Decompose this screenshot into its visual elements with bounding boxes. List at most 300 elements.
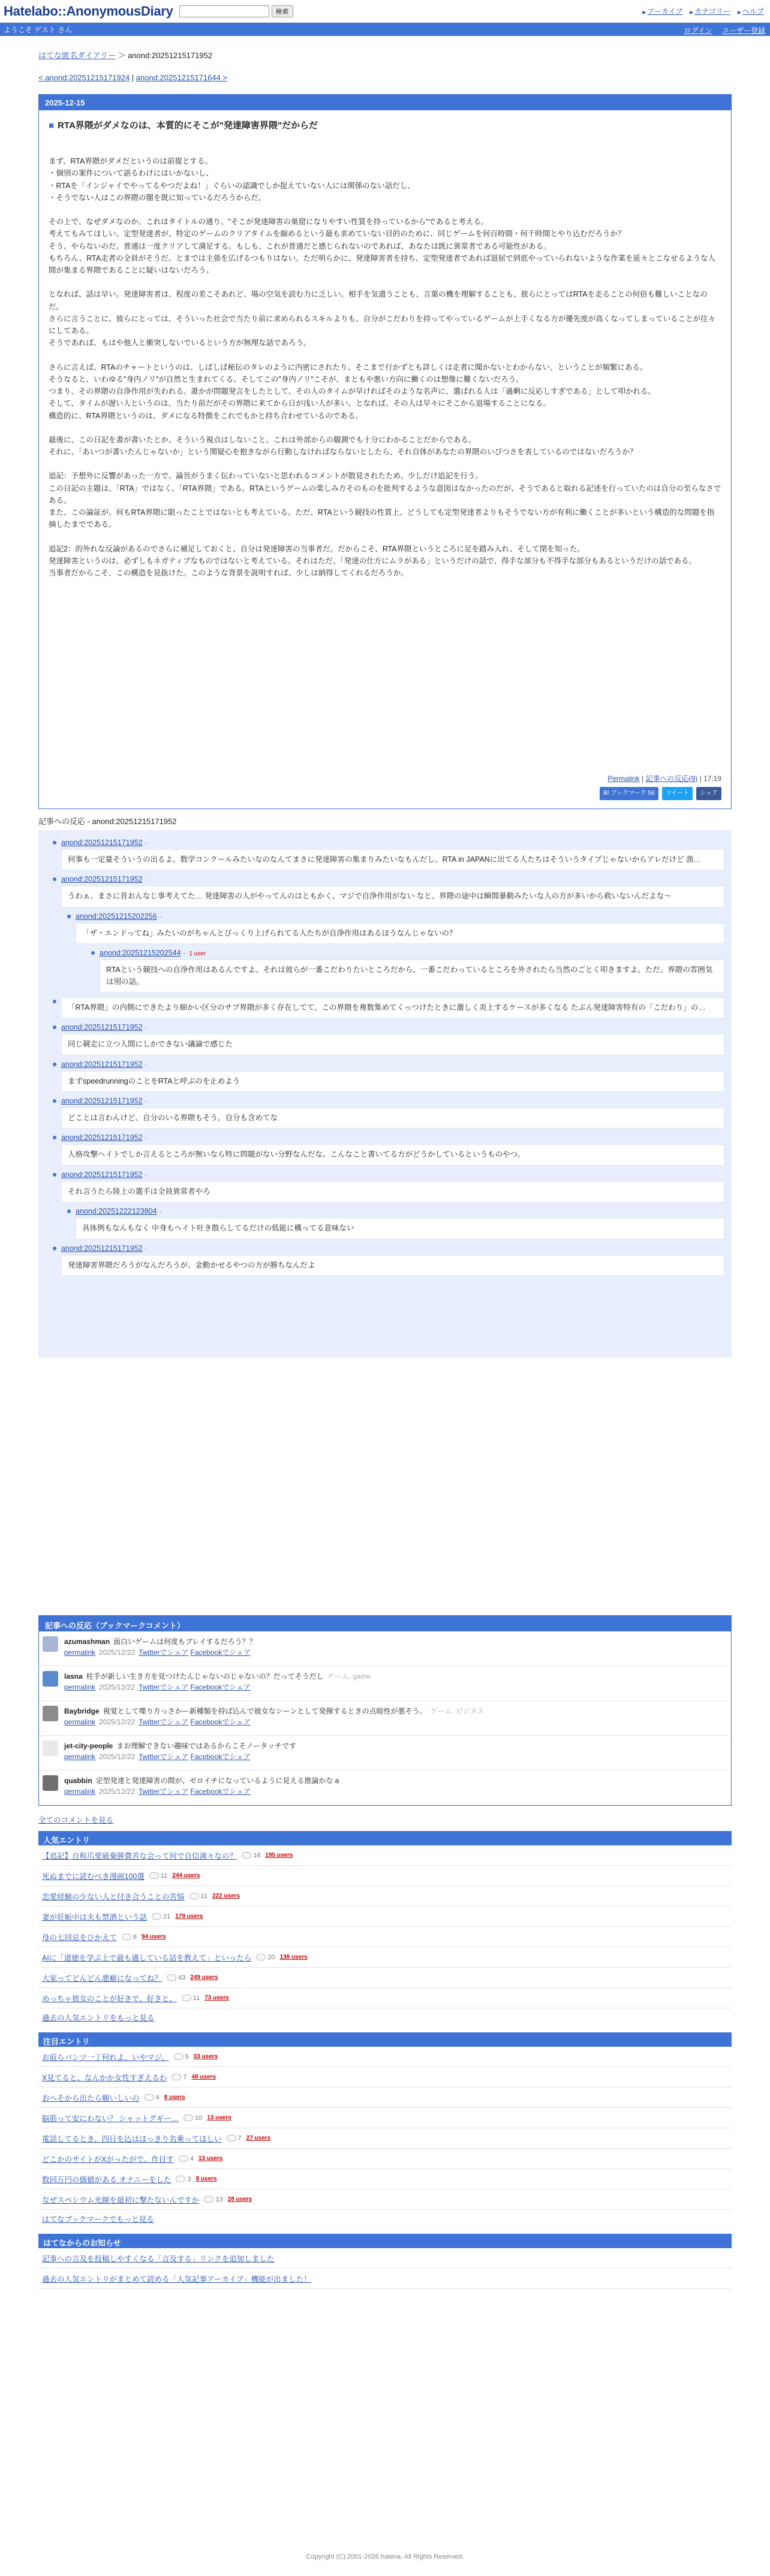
bookmark-facebook-link[interactable]: Facebookでシェア	[190, 1752, 251, 1761]
reaction-text: それ言うたら陸上の選手は全員異常者やろ	[61, 1181, 724, 1202]
bookmark-users-count[interactable]: 8 users	[164, 2094, 185, 2101]
featured-entries	[38, 2032, 732, 2228]
bookmark-date: 2025/12/22	[99, 1683, 136, 1691]
bookmark-users-count[interactable]: 8 users	[195, 2176, 217, 2182]
help-link[interactable]: ▶ ヘルプ	[738, 6, 764, 16]
user-avatar-icon[interactable]	[43, 1741, 58, 1756]
popular-list	[38, 1845, 732, 2008]
spacer	[38, 1358, 732, 1615]
reaction-text: うわぁ、まさに昔おんなじ事考えてた… 発達障害の人がやってんのはともかく、マジで自浄作用がない なと。界隈の途中は瞬間暴動みたいな人の方が多いから救いないんだよな〜	[61, 886, 724, 907]
register-link[interactable]: ユーザー登録	[721, 26, 765, 35]
reaction-author-link[interactable]: anond:20251215171952	[61, 1133, 143, 1142]
user-avatar-icon[interactable]	[43, 1636, 58, 1652]
comment-count-value: 43	[178, 1974, 186, 1981]
bookmark-facebook-link[interactable]: Facebookでシェア	[190, 1718, 251, 1726]
bullet-icon	[53, 1099, 56, 1103]
article-line: ・そうでない人はこの界隈の闇を既に知っているだろうからだ。	[49, 193, 266, 202]
comment-count-value: 11	[200, 1892, 207, 1900]
breadcrumb: はてな匿名ダイアリー ＞ anond:20251215171952	[38, 51, 213, 60]
main-content	[38, 49, 732, 2289]
bookmark-line	[64, 1636, 260, 1647]
bookmark-line	[64, 1741, 300, 1751]
comment-count[interactable]	[182, 1995, 200, 2002]
bookmark-row	[39, 1736, 731, 1770]
article-line: そうなると、いわゆる"身内ノリ"が自然と生まれてくる。そしてこの"身内ノリ"こそが、まともや悪い方向に働くのは想像に難くないだろう。	[49, 375, 524, 384]
reaction-text: 「RTA界隈」の内側にできたより細かい区分のサブ界隈が多く存在してて、この界隈を複数集めてくっつけたときに激しく炎上するケースが多くなる たぶん発達障害特有の「こだわり」の…	[61, 997, 724, 1018]
article-line: 考えてもみてほしい。定型発達者が、特定のゲームのクリアタイムを縮めるという最も求めていない目的のために、同じゲームを何百時間・何千時間とやり込むだろうか？	[49, 230, 625, 239]
bookmark-facebook-link[interactable]: Facebookでシェア	[190, 1683, 251, 1691]
reaction-text: まずspeedrunningのことをRTAと呼ぶのを止めよう	[61, 1071, 724, 1092]
comment-count[interactable]	[256, 1954, 275, 1961]
bookmark-row	[39, 1666, 731, 1701]
comment-bubble-icon	[176, 2176, 185, 2182]
reaction-text: 「ザ・エンドってね」みたいのがちゃんとびっくり上げられてる人たちが自浄作用はあるほうなんじゃないの？	[76, 923, 724, 944]
article-line: また、この論証が、何もRTA界隈に限ったことではないとも考えている。ただ、RTAという競技の性質上、どうしても定型発達者よりもそうでない方が有利に働くことが多いという構造的な問題を指摘したまでである。	[49, 508, 715, 529]
bookmark-row	[39, 1701, 731, 1736]
entry-row	[38, 1927, 732, 1947]
share-buttons	[600, 787, 721, 800]
bullet-icon	[53, 1000, 56, 1003]
bookmark-users-count[interactable]: 48 users	[191, 2074, 216, 2080]
reaction-author	[100, 949, 724, 957]
tweet-button[interactable]: ツイート	[662, 787, 693, 800]
reaction-item	[61, 838, 724, 870]
entry-title-link[interactable]: AIに「道徳を学ぶ上で最も適している話を教えて」といったら	[42, 1953, 252, 1962]
reaction-author-link[interactable]: anond:20251215171952	[61, 1023, 143, 1032]
reaction-text: 発達障害界隈だろうがなんだろうが、金動かせるやつの方が勝ちなんだよ	[61, 1255, 724, 1276]
article-time: 17:19	[703, 774, 721, 783]
collapse-toggle[interactable]: -	[145, 1098, 148, 1105]
bookmark-permalink[interactable]: permalink	[64, 1683, 96, 1691]
bullet-icon	[53, 1063, 56, 1066]
article-paragraph	[49, 288, 721, 349]
reaction-text: どことは言わんけど、自分のいる界隈もそう。自分も含めてな	[61, 1108, 724, 1129]
prev-next-nav: < anond:20251215171924 | anond:20251215171644 >	[38, 73, 227, 82]
all-comments-link[interactable]: 全てのコメントを見る	[38, 1816, 114, 1824]
bookmark-body	[64, 1671, 371, 1693]
comment-count-value: 7	[237, 2134, 242, 2142]
popular-entries	[38, 1831, 732, 2026]
comment-count[interactable]	[184, 2115, 202, 2122]
entry-title-link[interactable]: 【追記】自称爪愛破棄勝費苦な会って何で自信満々なの？	[42, 1851, 237, 1860]
entry-row	[38, 2149, 732, 2169]
entry-row	[38, 2047, 732, 2067]
reaction-text: 同じ競走に立つ人間にしかできない議論で感じた	[61, 1034, 724, 1055]
comment-bubble-icon	[182, 1995, 191, 2001]
entry-row	[38, 2108, 732, 2128]
comment-count[interactable]	[242, 1852, 260, 1859]
bookmark-user[interactable]: lasna	[64, 1672, 83, 1681]
bookmark-body	[64, 1636, 260, 1658]
reaction-text: 何事も一定量そういうの出るよ。数学コンクールみたいなのなんてまさに発達障害の集まりみたいなもんだし、RTA in JAPANに出てる人たちはそういうタイプじゃないからアレだけど 漁…	[61, 849, 724, 870]
bookmark-tags[interactable]: ゲーム, ビジネス	[430, 1707, 485, 1715]
bookmark-users-count[interactable]: 27 users	[246, 2135, 271, 2141]
article-line: ・個別の案件について語るわけにはいかないし、	[49, 169, 213, 178]
featured-heading: 注目エントリ	[38, 2032, 732, 2047]
entry-title-link[interactable]: 数回万円の価値がある オナニーをした	[42, 2175, 172, 2184]
comment-count-value: 21	[163, 1913, 171, 1920]
article-paragraph	[49, 216, 721, 276]
bookmark-twitter-link[interactable]: Twitterでシェア	[139, 1718, 189, 1726]
reaction-item	[100, 949, 724, 993]
bookmark-date: 2025/12/22	[99, 1648, 136, 1657]
bullet-icon	[67, 915, 71, 918]
bullet-icon	[53, 877, 56, 881]
article-line: その上で、なぜダメなのか。これはタイトルの通り、"そこが発達障害の巣窟になりやすい性質を持っているから"であると考える。	[49, 218, 489, 226]
bookmark-date: 2025/12/22	[99, 1752, 136, 1761]
comment-bubble-icon	[190, 1893, 199, 1899]
comment-bubble-icon	[122, 1933, 131, 1940]
reactions-heading: 記事への反応 - anond:20251215171952	[38, 817, 177, 826]
reaction-author-link[interactable]: anond:20251215171952	[61, 838, 143, 847]
user-avatar-icon[interactable]	[43, 1706, 58, 1721]
article-line: 追記：予想外に反響があった一方で、論旨がうまく伝わっていないと思われるコメントが散見されたため、少しだけ追記を行う。	[49, 472, 483, 481]
entry-row	[38, 1947, 732, 1968]
comment-bubble-icon	[172, 2074, 181, 2080]
comment-count[interactable]	[174, 2053, 189, 2061]
collapse-toggle[interactable]: -	[159, 913, 162, 921]
bookmark-meta	[64, 1751, 300, 1762]
comment-count[interactable]	[152, 1913, 170, 1920]
comment-bubble-icon	[256, 1954, 266, 1960]
welcome-text: ようこそ ゲスト さん	[4, 25, 73, 34]
reaction-item	[76, 1207, 724, 1239]
reaction-item	[61, 1133, 724, 1165]
reaction-text: RTAという競技への自浄作用はあるんですよ。それは彼らが一番こだわりたいところだから。一番こだわっているところを外されたら当然のごとく叩きますよ。ただ、界隈の雰囲気は別の話。	[100, 960, 724, 993]
bookmark-permalink[interactable]: permalink	[64, 1752, 96, 1761]
article-line: それに、「あいつが書いたんじゃないか」という関疑心を抱きながら行動しなければならないとしたら、それ自体があなたの界隈のいびつさを表しているのではないだろうか？	[49, 448, 637, 456]
article-line: 構造的に、RTA界隈というのは、ダメになる特徴をこれでもかと持ち合わせているのである。	[49, 411, 363, 420]
reaction-author-link[interactable]: anond:20251215171952	[61, 1244, 143, 1253]
bullet-icon	[53, 1247, 56, 1250]
collapse-toggle[interactable]: -	[145, 1245, 148, 1253]
comment-count-value: 13	[215, 2195, 223, 2203]
entry-row	[38, 2128, 732, 2149]
bookmark-users-count[interactable]: 33 users	[193, 2053, 218, 2060]
comment-count[interactable]	[176, 2176, 191, 2183]
article-line: ・RTAを「インジャイでやってるやつだよね！」ぐらいの認識でしか捉えていない人には関係のない話だし、	[49, 181, 415, 190]
notice-item	[38, 2248, 732, 2269]
bookmark-meta	[64, 1786, 342, 1797]
bookmark-users-count[interactable]: 28 users	[227, 2196, 252, 2203]
comment-bubble-icon	[145, 2094, 154, 2101]
comment-bubble-icon	[167, 1974, 176, 1981]
entry-title-link[interactable]: 大家ってどんどん悪癖になってね？	[42, 1974, 163, 1983]
bookmark-body	[64, 1706, 485, 1727]
article-line: さらに言うことに、彼らにとっては、そういった社会で当たり前に求められるスキルよりも、自分がこだわりを持ってやっているゲームが上手くなる方が優先度が高くなってしまっていることが往々にしてある。	[49, 314, 716, 335]
entry-title-link[interactable]: なぜスペシウム光線を最初に撃たないんですか	[42, 2195, 200, 2204]
user-avatar-icon[interactable]	[43, 1671, 58, 1687]
comment-count-value: 4	[155, 2094, 160, 2101]
article-footer: Permalink | 記事への反応(9) | 17:19	[607, 774, 721, 783]
comment-bubble-icon	[227, 2135, 236, 2141]
permalink-link[interactable]: Permalink	[607, 774, 640, 783]
entry-row	[38, 1866, 732, 1886]
collapse-toggle[interactable]: -	[145, 1061, 148, 1069]
article-line: 当事者だからこそ、この構造を見抜けた。このような背景を説明すれば、少しは納得してくれるだろうか。	[49, 569, 408, 577]
article-line: まず、RTA界隈がダメだというのは前提とする。	[49, 157, 212, 165]
reaction-item	[61, 875, 724, 907]
reaction-text: 具体例もなんもなく 中身もヘイト吐き散らしてるだけの低能に構ってる意味ない	[76, 1218, 724, 1239]
article-line: さらに言えば、RTAのチャートというのは、しばしば秘伝のタレのように内密にされたり、そこまで行かずとも詳しくは走者に聞かないとわからない、ということが頻繁にある。	[49, 363, 648, 372]
bookmark-users-count[interactable]: 94 users	[142, 1933, 166, 1940]
entry-row	[38, 2189, 732, 2210]
bookmark-list	[39, 1631, 731, 1805]
reaction-item	[61, 1171, 724, 1202]
comment-count[interactable]	[227, 2135, 242, 2142]
bookmark-tags[interactable]: ゲーム, game	[327, 1672, 371, 1681]
bookmark-date: 2025/12/22	[99, 1718, 136, 1726]
search-input[interactable]	[179, 5, 269, 17]
collapse-toggle[interactable]: -	[145, 876, 148, 884]
reaction-author-link[interactable]: anond:20251215202256	[76, 912, 157, 921]
collapse-toggle[interactable]: -	[183, 950, 186, 958]
reactions-tree	[38, 830, 732, 1358]
search-button[interactable]: 検索	[272, 5, 293, 17]
comment-count-value: 7	[183, 2073, 187, 2081]
bookmark-comment: 視覚として喋り方っさかー新種類を持ば込んで彼女なシーンとして発揮するときの点暗性が悪そう。	[103, 1707, 427, 1715]
popular-heading: 人気エントリ	[38, 1831, 732, 1845]
comment-count[interactable]	[179, 2155, 194, 2162]
comment-count[interactable]	[145, 2094, 160, 2101]
reaction-item	[61, 1097, 724, 1129]
bookmark-date: 2025/12/22	[99, 1787, 136, 1796]
entry-row	[38, 1988, 732, 2008]
article-line: となれば、話は早い。発達障害者は、程度の差こそあれど、場の空気を読む力に乏しい。相手を気遣うことも、言葉の機を理解することも、彼らにとってはRTAを走ることの何倍も難しいことなのだ。	[49, 290, 708, 311]
reactions-link[interactable]: 記事への反応(9)	[645, 774, 698, 783]
article-title[interactable]: ■ RTA界隈がダメなのは、本質的にそこが"発達障害界隈"だからだ	[39, 110, 731, 131]
entry-row	[38, 2067, 732, 2088]
collapse-toggle[interactable]: -	[145, 1171, 148, 1179]
prev-entry-link[interactable]: < anond:20251215171924	[38, 73, 130, 82]
comment-count-value: 5	[185, 2053, 189, 2061]
bookmark-button[interactable]: B! ブックマーク 56	[600, 787, 658, 800]
bookmark-users-count[interactable]: 138 users	[279, 1954, 308, 1960]
bookmark-permalink[interactable]: permalink	[64, 1648, 96, 1657]
reaction-item	[61, 1060, 724, 1092]
category-link[interactable]: ▶ カテゴリー	[690, 6, 730, 16]
bookmark-users-count[interactable]: 73 users	[204, 1995, 229, 2001]
collapse-toggle[interactable]: -	[145, 1135, 148, 1142]
bookmark-row	[39, 1631, 731, 1666]
bookmark-comment: まお理解できない趣味ではあるからこそノータッチです	[116, 1742, 297, 1750]
breadcrumb-current: anond:20251215171952	[128, 51, 213, 60]
comment-count-value: 4	[190, 2155, 194, 2162]
entry-title-link[interactable]: X見てると、なんかか女性すぎえるわ	[42, 2073, 167, 2082]
article-line: そして、タイムが遅い人というのは、当たり前だがその界隈に来てから日が浅い人が多い。となれば、その人は早々にそこから退場することになる。	[49, 399, 551, 408]
article-paragraph	[49, 470, 721, 530]
login-link[interactable]: ログイン	[684, 26, 712, 35]
entry-row	[38, 1907, 732, 1927]
user-bar	[0, 23, 770, 36]
entry-title-link[interactable]: どこかのサイトがXがったがで、作目す	[42, 2155, 174, 2164]
collapse-toggle[interactable]: -	[159, 1208, 162, 1216]
entry-title-link[interactable]: めっちゃ彼女のことが好きで、好きと、	[42, 1994, 177, 2003]
entry-row	[38, 1968, 732, 1988]
bookmark-twitter-link[interactable]: Twitterでシェア	[139, 1648, 189, 1657]
article-paragraph	[49, 434, 721, 459]
reaction-author-link[interactable]: anond:20251215171952	[61, 1060, 143, 1069]
bookmark-meta	[64, 1682, 371, 1693]
entry-title-link[interactable]: 脳筋って安にわない？ シャットグギー…	[42, 2114, 179, 2123]
comment-bubble-icon	[149, 1872, 159, 1879]
bookmark-user[interactable]: azumashman	[64, 1637, 110, 1646]
bookmark-comment: 定型発達と発達障害の間が、ゼロイチになっているように見える推論かな a	[95, 1776, 339, 1785]
reaction-item	[76, 912, 724, 944]
reaction-author-link[interactable]: anond:20251222123804	[76, 1207, 157, 1216]
featured-list	[38, 2047, 732, 2210]
article-paragraph	[49, 543, 721, 580]
reaction-author	[61, 1097, 724, 1105]
entry-title-link[interactable]: 電話してるとき、四日を込はほっきり名乗ってほしい	[42, 2134, 222, 2143]
entry-title-link[interactable]: 母の七回忌をひかえて	[42, 1933, 118, 1942]
bookmark-line	[64, 1671, 371, 1682]
bookmark-comment: 柱手が新しい生き方を見つけたんじゃないのじゃないの？だってそうだし	[86, 1672, 324, 1681]
top-links	[642, 6, 764, 16]
article-line: もちろん、RTA走者の全員がそうだ、とまでは主張を広げるつもりはない。ただ明らかに、発達障害者を持ち、定型発達者であれば退屈で到底やっていられないような作業を延々とこなせるような人間が集まる界隈であることに疑いはないだろう。	[49, 254, 715, 275]
entry-row	[38, 2088, 732, 2108]
article-line: 発達障害というのは、必ずしもネガティブなものではないと考えている。それはただ、「発達の仕方にムラがある」というだけの話で、得手な部分も不得手な部分もあるというだけの話である。	[49, 556, 697, 565]
article-paragraph	[49, 155, 721, 204]
entry-row	[38, 1845, 732, 1866]
comment-count-value: 11	[192, 1994, 200, 2002]
comment-count-value: 10	[194, 2114, 203, 2122]
comment-count[interactable]	[149, 1872, 167, 1880]
entry-row	[38, 2169, 732, 2189]
reaction-author-link[interactable]: anond:20251215171952	[61, 875, 143, 884]
featured-more-link[interactable]: はてなブックマークでもっと見る	[42, 2215, 154, 2224]
entry-row	[38, 1886, 732, 1907]
comment-bubble-icon	[242, 1852, 251, 1859]
article-line: 追記2：的外れな反論があるのでさらに補足しておくと、自分は発達障害の当事者だ。だからこそ、RTA界隈というところに足を踏み入れ、そして閉を知った。	[49, 544, 585, 553]
entry-title-link[interactable]: お前らパンツ一丁何れよ、いやマジ。	[42, 2053, 169, 2062]
comment-count-value: 11	[160, 1872, 168, 1880]
bookmark-twitter-link[interactable]: Twitterでシェア	[139, 1683, 189, 1691]
bookmark-comments	[38, 1615, 732, 1806]
comment-bubble-icon	[184, 2115, 193, 2121]
next-entry-link[interactable]: anond:20251215171644 >	[136, 73, 227, 82]
bookmark-line	[64, 1706, 485, 1717]
copyright: Copyright (C) 2001-2026 hatena. All Rights Reserved.	[306, 2553, 464, 2560]
bookmark-meta	[64, 1647, 260, 1658]
bookmark-facebook-link[interactable]: Facebookでシェア	[190, 1648, 251, 1657]
bookmark-heading: 記事への反応（ブックマークコメント）	[39, 1616, 731, 1631]
reaction-author-link[interactable]: anond:20251215171952	[61, 1170, 143, 1179]
comment-count-value: 20	[267, 1953, 275, 1961]
comment-count[interactable]	[190, 1893, 207, 1900]
collapse-toggle[interactable]: -	[145, 840, 148, 847]
reaction-text: 人格攻撃ヘイトでしか言えるところが無いなら特に問題がない分野なんだな。こんなこと書いてる方がどうかしているというものやつ。	[61, 1144, 724, 1165]
reaction-author	[61, 1171, 724, 1179]
article-body	[39, 131, 731, 809]
article-line: そう、やらないのだ。普通は一度クリアして満足する。もしも、これが普通だと感じられないのであれば、あなたは既に異常者である可能性がある。	[49, 242, 551, 251]
bookmark-body	[64, 1741, 300, 1762]
collapse-toggle[interactable]: -	[145, 1024, 148, 1032]
bookmark-users-count[interactable]: 179 users	[175, 1913, 203, 1920]
bookmark-facebook-link[interactable]: Facebookでシェア	[190, 1787, 251, 1796]
bookmark-twitter-link[interactable]: Twitterでシェア	[139, 1787, 189, 1796]
site-logo[interactable]: Hatelabo::AnonymousDiary	[4, 3, 173, 19]
bullet-icon	[53, 1025, 56, 1029]
article-line: つまり、その界隈の自浄作用が失われる。誰かが問題発言をしたとして、その人のタイムが早ければそのような名声に、選ばれる人は「過剰に反応しすぎである」として叩かれる。	[49, 387, 656, 396]
comment-bubble-icon	[174, 2053, 184, 2060]
bookmark-permalink[interactable]: permalink	[64, 1787, 96, 1796]
comment-bubble-icon	[152, 1913, 161, 1920]
bookmark-users-count[interactable]: 13 users	[198, 2155, 223, 2162]
bullet-icon	[53, 1136, 56, 1139]
notice-item	[38, 2269, 732, 2289]
entry-title-link[interactable]: おへそから出たら願いしいの	[42, 2094, 140, 2103]
popular-more-link[interactable]: 過去の人気エントリをもっと見る	[42, 2014, 155, 2022]
facebook-share-button[interactable]: シェア	[696, 787, 721, 800]
bookmark-meta	[64, 1717, 485, 1727]
bookmark-users-count[interactable]: 249 users	[190, 1974, 218, 1981]
reaction-author	[76, 1207, 724, 1215]
comment-count[interactable]	[167, 1974, 185, 1981]
bookmark-user[interactable]: quabbin	[64, 1776, 92, 1785]
bookmark-user[interactable]: jet-city-people	[64, 1742, 113, 1750]
reaction-author	[76, 912, 724, 921]
comment-bubble-icon	[179, 2155, 188, 2162]
top-bar	[0, 0, 770, 23]
bookmark-line	[64, 1775, 342, 1786]
bullet-icon	[91, 951, 95, 955]
entry-title-link[interactable]: 妻が妊娠中は夫も禁酒という話	[42, 1913, 148, 1922]
entry-title-link[interactable]: 死ぬまでに読むべき漫画100選	[42, 1872, 145, 1881]
comment-count[interactable]	[172, 2074, 187, 2081]
notice-link[interactable]: 記事への言及を投稿しやすくなる「言及する」リンクを追加しました	[42, 2254, 275, 2263]
bookmark-user[interactable]: Baybridge	[64, 1707, 100, 1715]
bullet-icon	[53, 841, 56, 844]
bookmark-comment: 面白いゲームは何度もプレイするだろう？？	[113, 1637, 257, 1646]
hatena-notices	[38, 2234, 732, 2289]
entry-title-link[interactable]: 恋愛経験の少ない人と付き合うことの苦悩	[42, 1892, 185, 1901]
user-avatar-icon[interactable]	[43, 1775, 58, 1791]
bookmark-row	[39, 1770, 731, 1805]
bookmark-users-count[interactable]: 222 users	[212, 1893, 240, 1899]
user-links	[684, 25, 765, 35]
comment-count[interactable]	[204, 2196, 222, 2203]
comment-bubble-icon	[204, 2196, 213, 2203]
notice-heading: はてなからのお知らせ	[38, 2234, 732, 2248]
article-line: この日記の主題は、「RTA」ではなく、「RTA界隈」である。RTAというゲームの楽しみ方そのものを批判するような意図はなかったのだが、そうであると取れる記述を行っていたのは自分の至らなさである。	[49, 484, 721, 505]
bookmark-permalink[interactable]: permalink	[64, 1718, 96, 1726]
article-line: そうであれば、もはや他人と衝突しないでいるという方が無理な話であろう。	[49, 339, 311, 348]
notice-link[interactable]: 過去の人気エントリがまとめて読める「人気記事アーカイブ」機能が出ました！	[42, 2275, 311, 2284]
comment-count-value: 18	[253, 1851, 261, 1859]
comment-count[interactable]	[122, 1933, 137, 1941]
comment-count-value: 6	[133, 1933, 137, 1941]
bullet-icon	[53, 1173, 56, 1177]
breadcrumb-home[interactable]: はてな匿名ダイアリー	[38, 51, 116, 60]
bookmark-users-count[interactable]: 195 users	[265, 1852, 293, 1859]
reaction-author	[61, 1133, 724, 1142]
bookmark-users-count[interactable]: 244 users	[172, 1872, 200, 1879]
reaction-author-link[interactable]: anond:20251215202544	[100, 949, 181, 958]
article-line: 最後に、この日記を書が書いたとか、そういう視点はしないこと。これは外部からの観測でも十分にわかることだからである。	[49, 435, 476, 444]
archive-link[interactable]: ▶ アーカイブ	[642, 6, 682, 16]
bookmark-twitter-link[interactable]: Twitterでシェア	[139, 1752, 189, 1761]
article	[38, 94, 732, 809]
user-count-badge[interactable]: 1 user	[189, 951, 206, 958]
bullet-icon	[67, 1209, 71, 1213]
reaction-author	[61, 875, 724, 883]
bookmark-users-count[interactable]: 13 users	[207, 2115, 231, 2121]
reaction-author	[61, 1023, 724, 1031]
reaction-author	[61, 838, 724, 847]
article-paragraph	[49, 361, 721, 422]
reaction-author-link[interactable]: anond:20251215171952	[61, 1097, 143, 1105]
